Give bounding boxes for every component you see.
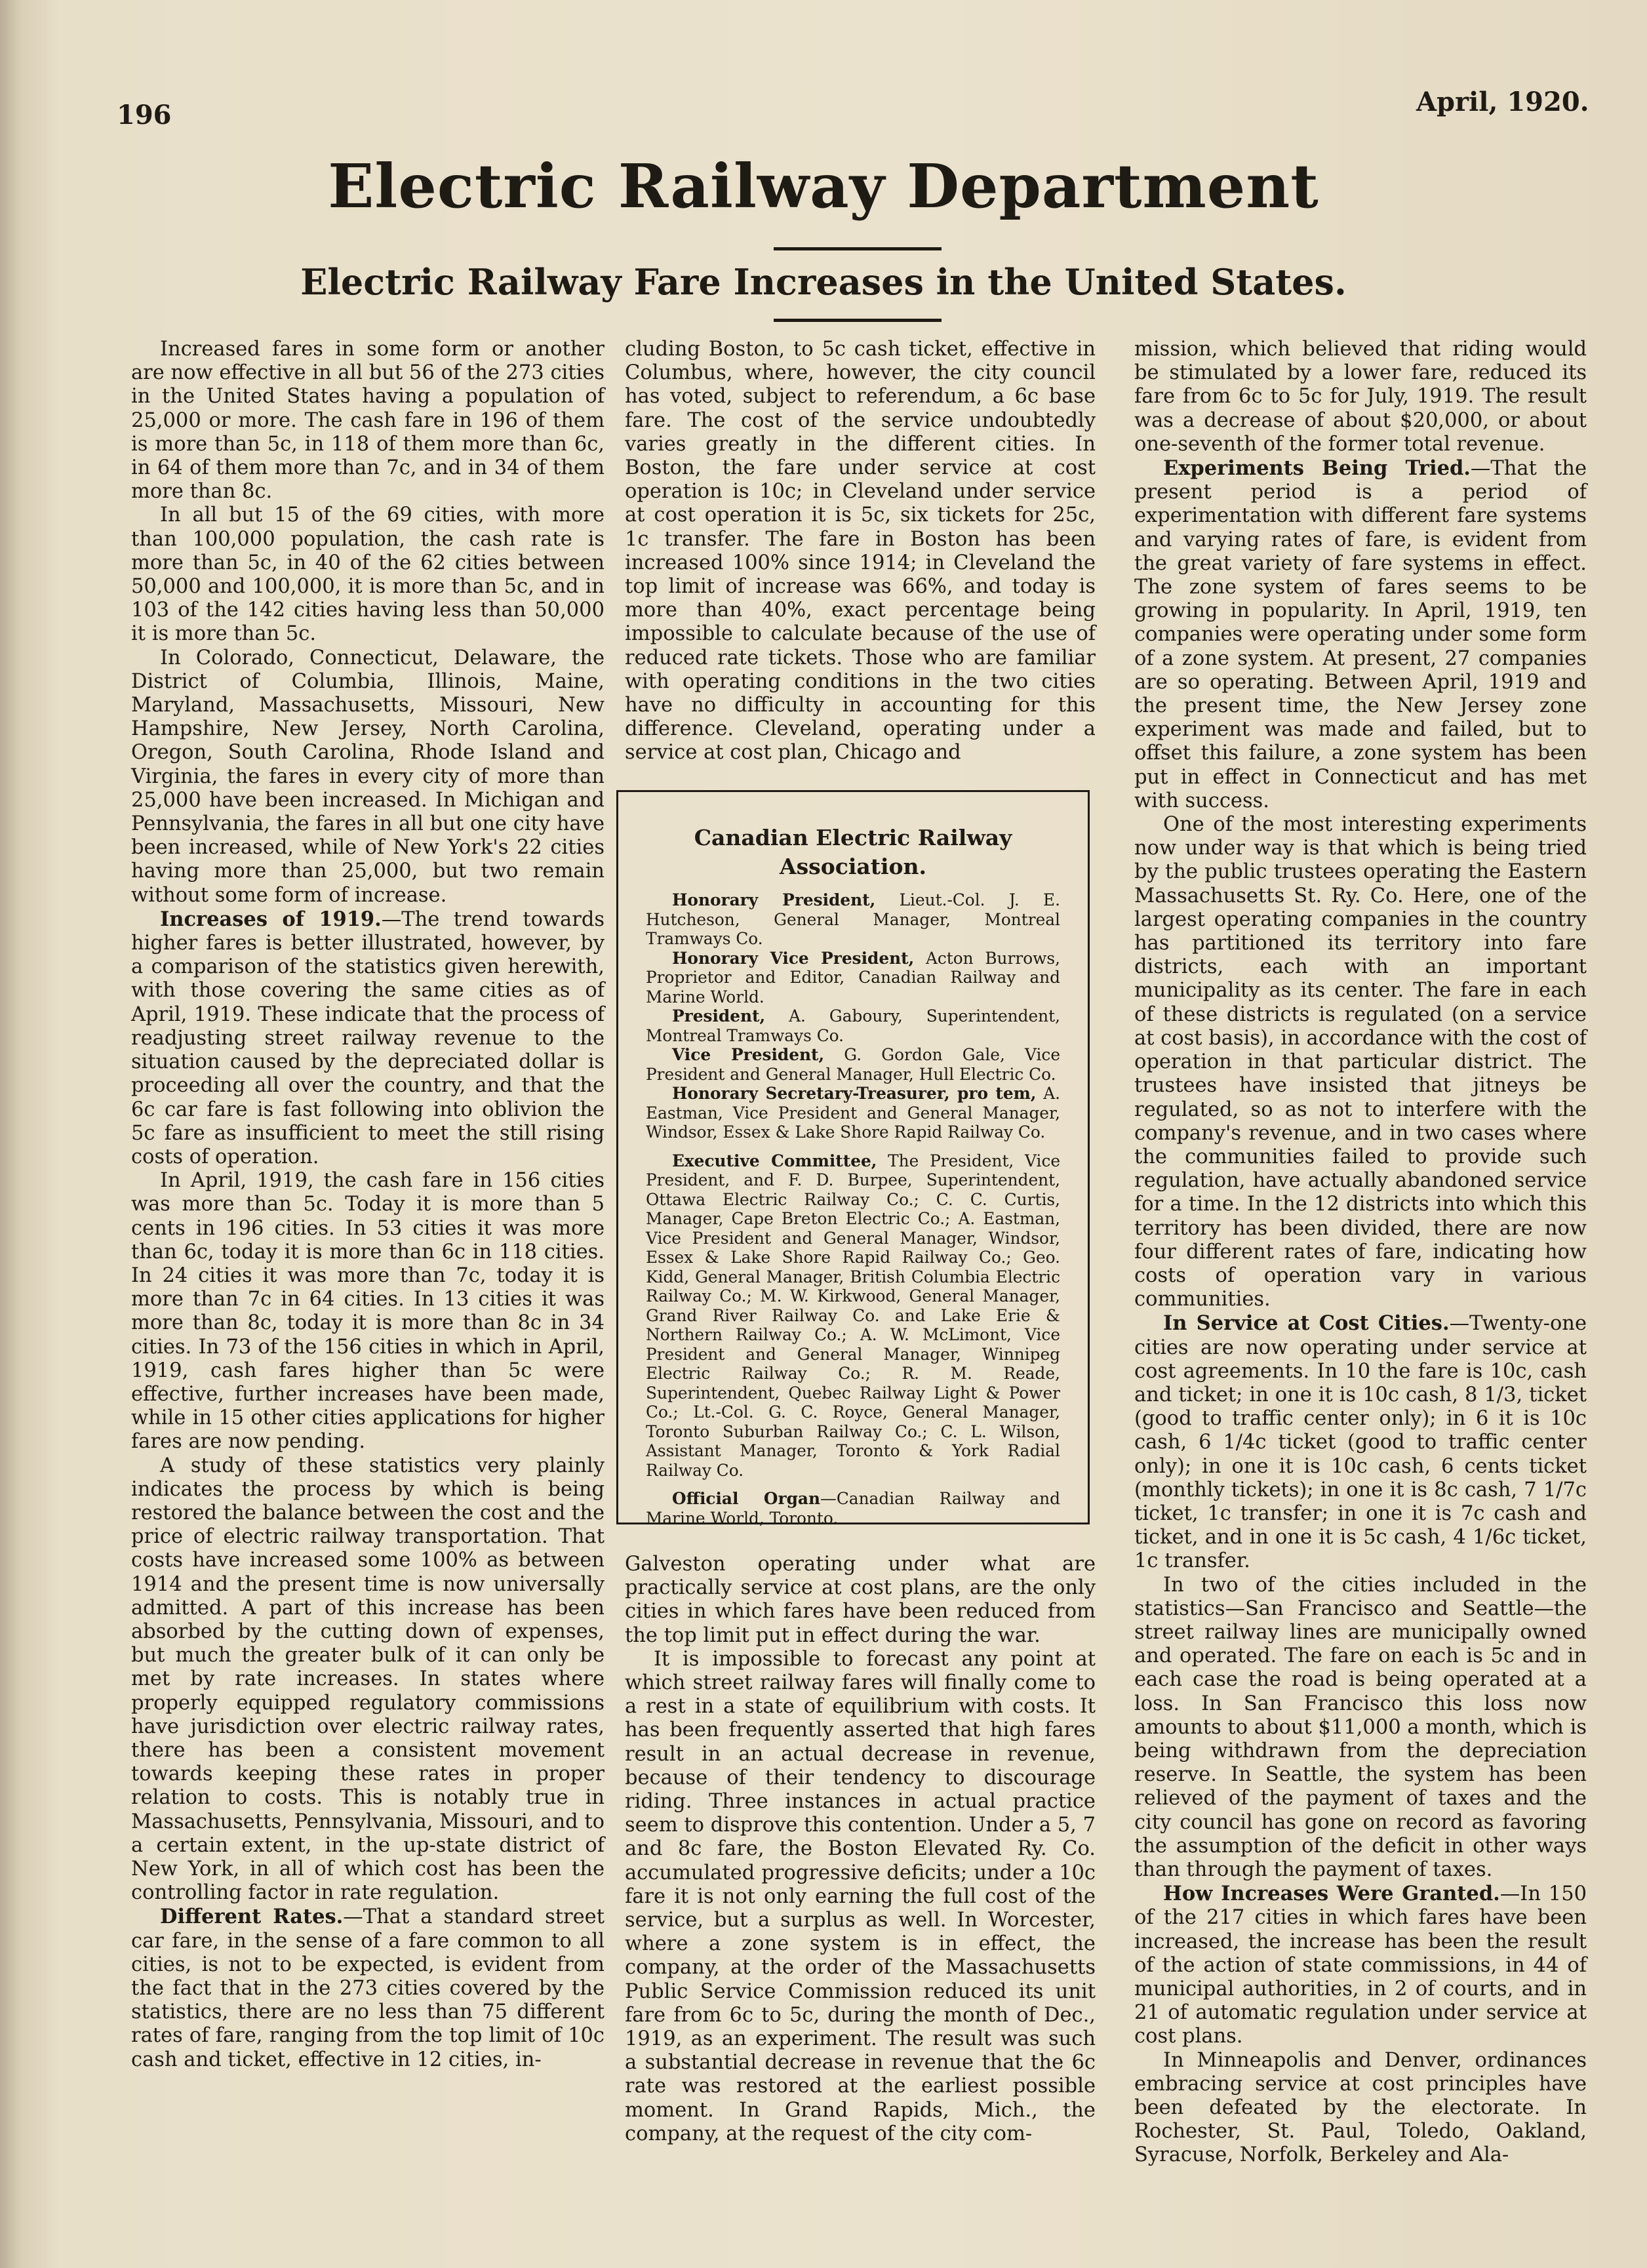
- association-text: A. Eastman, Vice President and General Manager, Windsor, Essex & Lake Shore Rapid Railway Co.: [646, 1084, 1060, 1142]
- paragraph: [131, 1905, 605, 2071]
- association-box: [616, 790, 1090, 1528]
- association-role: Official Organ: [672, 1489, 821, 1508]
- article-column-2: [625, 338, 1096, 765]
- title-rule-top: [774, 247, 942, 250]
- paragraph: [1134, 1311, 1587, 1573]
- subheading: Different Rates.: [160, 1905, 344, 1929]
- subheading: In Service at Cost Cities.: [1163, 1311, 1450, 1336]
- association-text: Lieut.-Col. J. E. Hutcheson, General Manager, Montreal Tramways Co.: [646, 890, 1060, 948]
- paragraph-text: —The trend towards higher fares is better illustrated, however, by a comparison of the statistics given herewith, with those covering the same cities as of April, 1919. These indicate that the process of readjusting street railway revenue to the situation caused by the depreciated dollar is proceeding all over the country, and that the 6c car fare is fast following into oblivion the 5c fare as insufficient to meet the still rising costs of operation.: [131, 907, 605, 1168]
- paragraph: [1134, 1882, 1587, 2048]
- paragraph: In all but 15 of the 69 cities, with more than 100,000 population, the cash rate is more than 5c, in 40 of the 62 cities between 50,000 and 100,000, it is more than 5c, and in 103 of the 142 cities having less than 50,000 it is more than 5c.: [131, 504, 605, 646]
- article-column-3: [1134, 338, 1587, 2168]
- association-role: Honorary President,: [672, 890, 876, 909]
- association-text: G. Gordon Gale, Vice President and General Manager, Hull Electric Co.: [646, 1045, 1060, 1084]
- subheading: Increases of 1919.: [160, 907, 382, 931]
- paragraph-text: —Twenty-one cities are now operating under service at cost agreements. In 10 the fare is 10c, cash and ticket; in one it is 10c cash, 8 1/3, ticket (good to traffic center only); in 6 it is 10c cash, 6 1/4c ticket (good to traffic center only); in one it is 10c cash, 6 cents ticket (monthly tickets); in one it is 8c cash, 7 1/7c ticket, 1c transfer; in one it is 7c cash and ticket, and in one it is 5c cash, 4 1/6c ticket, 1c transfer.: [1134, 1312, 1587, 1573]
- association-entry: [646, 890, 1060, 949]
- paragraph: One of the most interesting experiments now under way is that which is being tried by the public trustees operating the Eastern Massachusetts St. Ry. Co. Here, one of the largest operating companies in the country has partitioned its territory into fare districts, each with an important municipality as its center. The fare in each of these districts is regulated (on a service at cost basis), in accordance with the cost of operation in that particular district. The trustees have insisted that jitneys be regulated, so as not to interfere with the company's revenue, and in two cases where the communities failed to provide such regulation, have actually abandoned service for a time. In the 12 districts into which this territory has been divided, there are now four different rates of fare, indicating how costs of operation vary in various communities.: [1134, 813, 1587, 1311]
- association-entry: [646, 949, 1060, 1007]
- association-role: President,: [672, 1006, 766, 1025]
- association-role: Vice President,: [672, 1045, 825, 1064]
- association-role: Honorary Secretary-Treasurer, pro tem,: [672, 1084, 1037, 1103]
- paragraph: mission, which believed that riding would be stimulated by a lower fare, reduced its fare from 6c to 5c for July, 1919. The result was a decrease of about $20,000, or about one-seventh of the former total revenue.: [1134, 338, 1587, 456]
- paragraph: cluding Boston, to 5c cash ticket, effective in Columbus, where, however, the city council has voted, subject to referendum, a 6c base fare. The cost of the service undoubtedly varies greatly in the different cities. In Boston, the fare under service at cost operation is 10c; in Cleveland under service at cost operation it is 5c, six tickets for 25c, 1c transfer. The fare in Boston has been increased 100% since 1914; in Cleveland the top limit of increase was 66%, and today is more than 40%, exact percentage being impossible to calculate because of the use of reduced rate tickets. Those who are familiar with operating conditions in the two cities have no difficulty in accounting for this difference. Cleveland, operating under a service at cost plan, Chicago and: [625, 338, 1096, 765]
- association-entry: [646, 1489, 1060, 1528]
- subheading: Experiments Being Tried.: [1163, 456, 1471, 481]
- issue-date: April, 1920.: [1416, 87, 1589, 117]
- association-text: —Canadian Railway and Marine World, Toronto.: [646, 1489, 1060, 1528]
- paragraph-text: —In 150 of the 217 cities in which fares have been increased, the increase has been the result of the action of state commissions, in 44 of municipal authorities, in 2 of courts, and in 21 of automatic regulation under service at cost plans.: [1134, 1882, 1587, 2048]
- title-rule-bottom: [774, 319, 942, 322]
- paragraph-text: —That the present period is a period of experimentation with different fare systems and varying rates of fare, is evident from the great variety of fare systems in effect. The zone system of fares seems to be growing in popularity. In April, 1919, ten companies were operating under some form of a zone system. At present, 27 companies are so operating. Between April, 1919 and the present time, the New Jersey zone experiment was made and failed, but to offset this failure, a zone system has been put in effect in Connecticut and has met with success.: [1134, 457, 1587, 812]
- paragraph: It is impossible to forecast any point at which street railway fares will finally come to a rest in a state of equilibrium with costs. It has been frequently asserted that high fares result in an actual decrease in revenue, because of their tendency to discourage riding. Three instances in actual practice seem to disprove this contention. Under a 5, 7 and 8c fare, the Boston Elevated Ry. Co. accumulated progressive deficits; under a 10c fare it is not only earning the full cost of the service, but a surplus as well. In Worcester, where a zone system is in effect, the company, at the order of the Massachusetts Public Service Commission reduced its unit fare from 6c to 5c, during the month of Dec., 1919, as an experiment. The result was such a substantial decrease in revenue that the 6c rate was restored at the earliest possible moment. In Grand Rapids, Mich., the company, at the request of the city com-: [625, 1647, 1096, 2145]
- association-text: Acton Burrows, Proprietor and Editor, Canadian Railway and Marine World.: [646, 948, 1060, 1006]
- department-title: Electric Railway Department: [328, 151, 1319, 222]
- paragraph: [1134, 456, 1587, 813]
- association-entry: [646, 1084, 1060, 1142]
- paragraph: Increased fares in some form or another are now effective in all but 56 of the 273 cities in the United States having a population of 25,000 or more. The cash fare in 196 of them is more than 5c, in 118 of them more than 6c, in 64 of them more than 7c, and in 34 of them more than 8c.: [131, 338, 605, 504]
- paragraph: In two of the cities included in the statistics—San Francisco and Seattle—the street railway lines are municipally owned and operated. The fare on each is 5c and in each case the road is being operated at a loss. In San Francisco this loss now amounts to about $11,000 a month, which is being withdrawn from the depreciation reserve. In Seattle, the system has been relieved of the payment of taxes and the city council has gone on record as favoring the assumption of the deficit in other ways than through the payment of taxes.: [1134, 1573, 1587, 1881]
- association-entry: [646, 1151, 1060, 1481]
- paragraph: Galveston operating under what are practically service at cost plans, are the only cities in which fares have been reduced from the top limit put in effect during the war.: [625, 1553, 1096, 1647]
- subheading: How Increases Were Granted.: [1163, 1882, 1500, 1906]
- association-entry: [646, 1045, 1060, 1084]
- association-role: Honorary Vice President,: [672, 948, 915, 968]
- article-title: Electric Railway Fare Increases in the United States.: [300, 261, 1347, 303]
- paragraph: In Colorado, Connecticut, Delaware, the District of Columbia, Illinois, Maine, Maryland, Massachusetts, Missouri, New Hampshire, New Jersey, North Carolina, Oregon, South Carolina, Rhode Island and Virginia, the fares in every city of more than 25,000 have been increased. In Michigan and Pennsylvania, the fares in all but one city have been increased, while of New York's 22 cities having more than 25,000, but two remain without some form of increase.: [131, 646, 605, 907]
- article-column-2-lower: [625, 1553, 1096, 2146]
- association-entry: [646, 1006, 1060, 1045]
- article-column-1: [131, 338, 605, 2072]
- association-text: The President, Vice President, and F. D. Burpee, Superintendent, Ottawa Electric Railway Co.; C. C. Curtis, Manager, Cape Breton Electric Co.; A. Eastman, Vice President and General Manager, Windsor, Essex & Lake Shore Rapid Railway Co.; Geo. Kidd, General Manager, British Columbia Electric Railway Co.; M. W. Kirkwood, General Manager, Grand River Railway Co. and Lake Erie & Northern Railway Co.; A. W. McLimont, Vice President and General Manager, Winnipeg Electric Railway Co.; R. M. Reade, Superintendent, Quebec Railway Light & Power Co.; Lt.-Col. G. C. Royce, General Manager, Toronto Suburban Railway Co.; C. L. Wilson, Assistant Manager, Toronto & York Radial Railway Co.: [646, 1151, 1061, 1480]
- paragraph-text: —That a standard street car fare, in the sense of a fare common to all cities, is not to be expected, is evident from the fact that in the 273 cities covered by the statistics, there are no less than 75 different rates of fare, ranging from the top limit of 10c cash and ticket, effective in 12 cities, in-: [131, 1905, 605, 2071]
- paragraph: [131, 907, 605, 1169]
- page-number: 196: [117, 100, 172, 130]
- paragraph: In April, 1919, the cash fare in 156 cities was more than 5c. Today it is more than 5 cents in 196 cities. In 53 cities it was more than 6c, today it is more than 6c in 118 cities. In 24 cities it was more than 7c, today it is more than 7c in 64 cities. In 13 cities it was more than 8c, today it is more than 8c in 34 cities. In 73 of the 156 cities in which in April, 1919, cash fares higher than 5c were effective, further increases have been made, while in 15 other cities applications for higher fares are now pending.: [131, 1169, 605, 1454]
- paragraph: A study of these statistics very plainly indicates the process by which is being restored the balance between the cost and the price of electric railway transportation. That costs have increased some 100% as between 1914 and the present time is now universally admitted. A part of this increase has been absorbed by the cutting down of expenses, but much the greater bulk of it can only be met by rate increases. In states where properly equipped regulatory commissions have jurisdiction over electric railway rates, there has been a consistent movement towards keeping these rates in proper relation to costs. This is notably true in Massachusetts, Pennsylvania, Missouri, and to a certain extent, in the up-state district of New York, in all of which cost has been the controlling factor in rate regulation.: [131, 1454, 605, 1905]
- association-title: Canadian Electric Railway Association.: [694, 825, 1012, 879]
- paragraph: In Minneapolis and Denver, ordinances embracing service at cost principles have been defeated by the electorate. In Rochester, St. Paul, Toledo, Oakland, Syracuse, Norfolk, Berkeley and Ala-: [1134, 2048, 1587, 2167]
- association-text: A. Gaboury, Superintendent, Montreal Tramways Co.: [646, 1006, 1060, 1045]
- association-role: Executive Committee,: [672, 1151, 877, 1170]
